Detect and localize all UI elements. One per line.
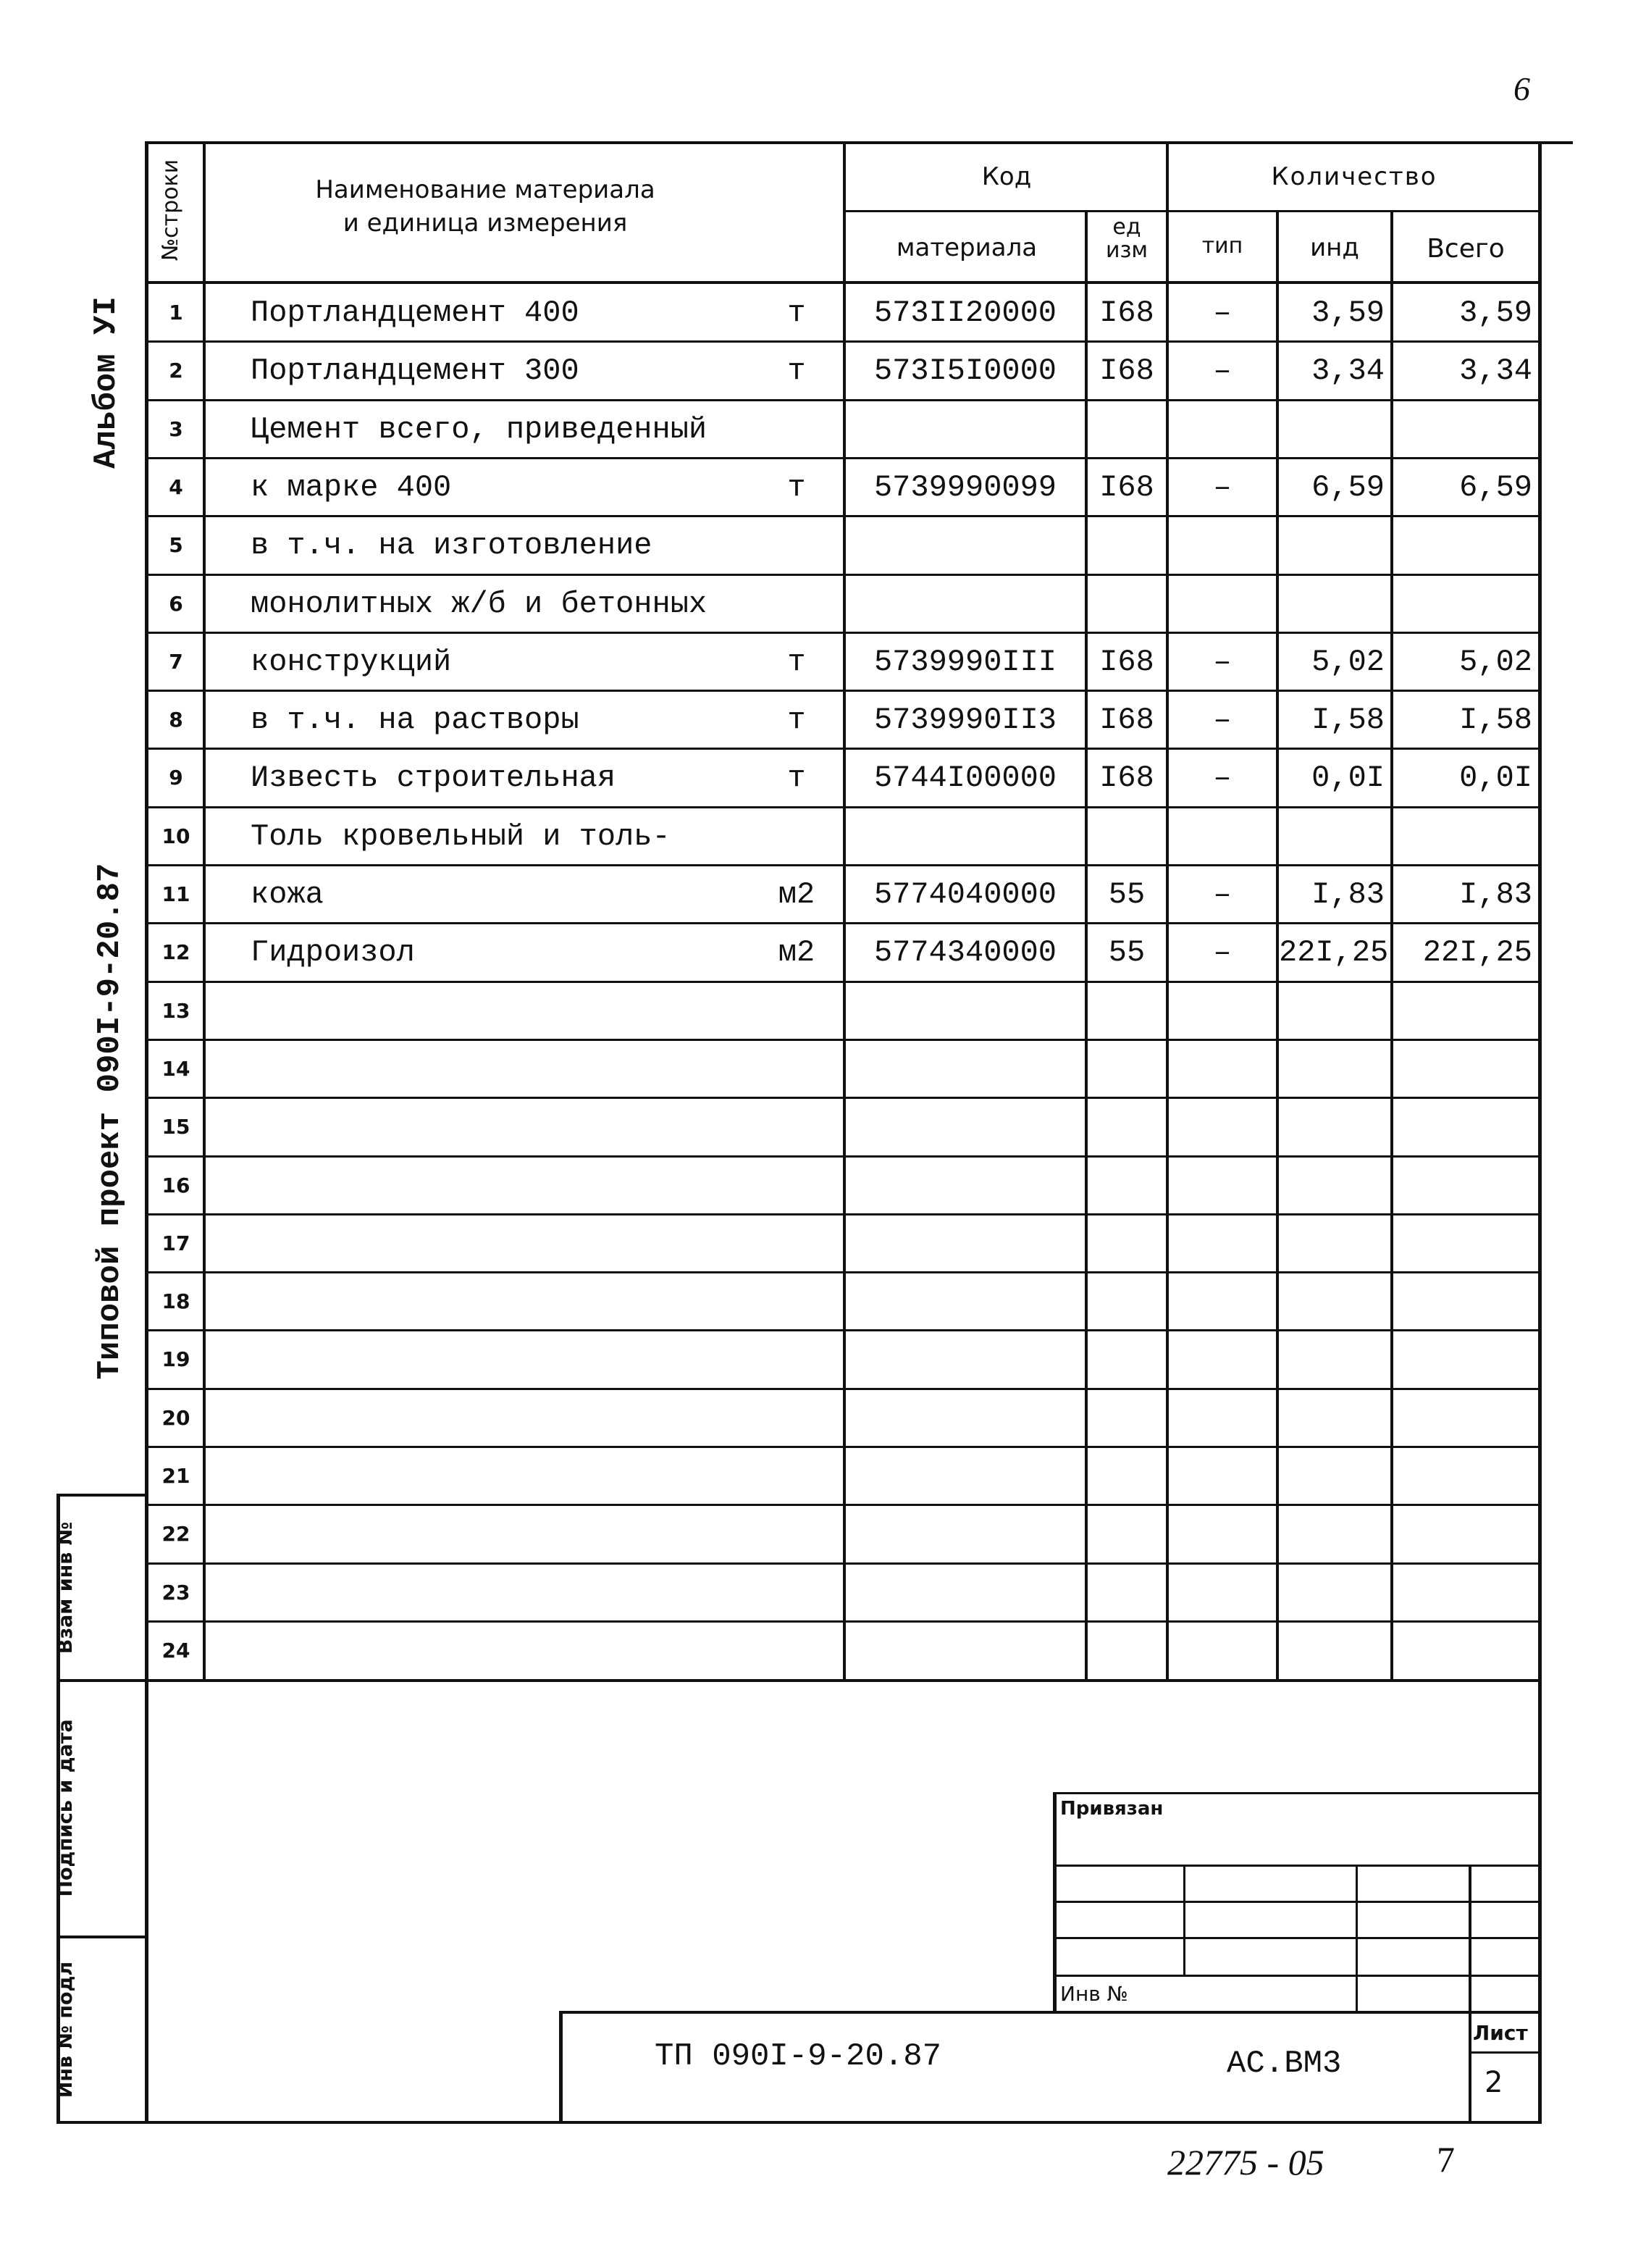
cell-n: 9 bbox=[169, 766, 183, 790]
cell-name: монолитных ж/б и бетонных bbox=[251, 587, 707, 622]
cell-name: к марке 400 bbox=[251, 470, 452, 505]
cell-code bbox=[846, 1040, 1085, 1098]
cell-ed: I68 bbox=[1099, 645, 1154, 679]
cell-total: 0,0I bbox=[1459, 761, 1532, 795]
cell-n: 16 bbox=[161, 1173, 190, 1197]
cell-ed: 55 bbox=[1108, 935, 1146, 970]
cell-unit bbox=[753, 575, 840, 633]
cell-ind bbox=[1279, 1157, 1390, 1215]
cell-code: 5744I00000 bbox=[873, 761, 1057, 795]
header-quantity: Количество bbox=[1271, 162, 1437, 191]
cell-n: 2 bbox=[169, 359, 183, 382]
cell-ed: I68 bbox=[1099, 353, 1154, 388]
cell-code: 573II20000 bbox=[873, 296, 1057, 330]
cell-ind bbox=[1279, 1622, 1390, 1680]
cell-ind: 0,0I bbox=[1311, 761, 1385, 795]
cell-ed bbox=[1088, 808, 1166, 866]
cell-ed bbox=[1088, 1564, 1166, 1622]
cell-tip bbox=[1169, 1505, 1276, 1563]
cell-tip bbox=[1169, 1215, 1276, 1273]
cell-name bbox=[251, 1273, 757, 1331]
cell-ed bbox=[1088, 1331, 1166, 1389]
stamp-inv-no: Инв № bbox=[1060, 1982, 1128, 2006]
cell-ind bbox=[1279, 982, 1390, 1040]
cell-total: 6,59 bbox=[1459, 470, 1532, 505]
cell-name bbox=[251, 1215, 757, 1273]
cell-name: Цемент всего, приведенный bbox=[251, 412, 707, 447]
cell-ind bbox=[1279, 401, 1390, 459]
cell-n: 11 bbox=[161, 882, 190, 906]
cell-total: 5,02 bbox=[1459, 645, 1532, 679]
cell-total bbox=[1393, 1331, 1538, 1389]
cell-code bbox=[846, 982, 1085, 1040]
cell-tip: – bbox=[1213, 296, 1232, 330]
cell-ed bbox=[1088, 401, 1166, 459]
cell-unit bbox=[753, 1157, 840, 1215]
cell-n: 18 bbox=[161, 1289, 190, 1313]
stamp-doc-code: ТП 090I-9-20.87 bbox=[655, 2038, 942, 2075]
cell-unit bbox=[753, 1331, 840, 1389]
cell-n: 24 bbox=[161, 1639, 190, 1662]
cell-unit bbox=[753, 1505, 840, 1563]
cell-n: 8 bbox=[169, 708, 183, 732]
cell-ind bbox=[1279, 1447, 1390, 1505]
cell-ed bbox=[1088, 1447, 1166, 1505]
cell-code: 5739990III bbox=[873, 645, 1057, 679]
cell-n: 17 bbox=[161, 1231, 190, 1255]
cell-ed: I68 bbox=[1099, 703, 1154, 737]
header-code-material: материала bbox=[896, 233, 1038, 262]
cell-total bbox=[1393, 1505, 1538, 1563]
cell-code: 5774340000 bbox=[873, 935, 1057, 970]
cell-total bbox=[1393, 1098, 1538, 1156]
cell-ind bbox=[1279, 1040, 1390, 1098]
cell-ind bbox=[1279, 1098, 1390, 1156]
stamp-label-replace: Взам инв № bbox=[54, 1521, 77, 1654]
cell-code: 5739990II3 bbox=[873, 703, 1057, 737]
cell-n: 23 bbox=[161, 1581, 190, 1604]
footer-printed-number: 7 bbox=[1437, 2139, 1455, 2180]
cell-ed bbox=[1088, 1098, 1166, 1156]
cell-name: Гидроизол bbox=[251, 935, 415, 970]
cell-tip: – bbox=[1213, 935, 1232, 970]
cell-total bbox=[1393, 1157, 1538, 1215]
cell-ind bbox=[1279, 516, 1390, 574]
cell-total bbox=[1393, 1215, 1538, 1273]
cell-ed bbox=[1088, 1505, 1166, 1563]
cell-unit: т bbox=[787, 761, 806, 795]
cell-name bbox=[251, 1098, 757, 1156]
cell-unit bbox=[753, 1447, 840, 1505]
cell-n: 3 bbox=[169, 417, 183, 441]
cell-name bbox=[251, 1622, 757, 1680]
cell-tip bbox=[1169, 1098, 1276, 1156]
cell-name bbox=[251, 982, 757, 1040]
cell-ed bbox=[1088, 1157, 1166, 1215]
header-qty-total: Всего bbox=[1427, 234, 1505, 264]
cell-tip bbox=[1169, 1389, 1276, 1447]
cell-total bbox=[1393, 1564, 1538, 1622]
cell-unit: т bbox=[787, 296, 806, 330]
cell-name bbox=[251, 1505, 757, 1563]
cell-unit bbox=[753, 1040, 840, 1098]
cell-code bbox=[846, 1273, 1085, 1331]
cell-name: в т.ч. на растворы bbox=[251, 703, 579, 737]
cell-n: 13 bbox=[161, 999, 190, 1023]
cell-total bbox=[1393, 1040, 1538, 1098]
cell-unit: м2 bbox=[778, 935, 815, 970]
cell-code bbox=[846, 575, 1085, 633]
cell-ed: 55 bbox=[1108, 877, 1146, 912]
cell-code: 573I5I0000 bbox=[873, 353, 1057, 388]
cell-name: кожа bbox=[251, 877, 324, 912]
cell-unit: т bbox=[787, 703, 806, 737]
cell-tip bbox=[1169, 982, 1276, 1040]
cell-ind: I,83 bbox=[1311, 877, 1385, 912]
cell-tip bbox=[1169, 1331, 1276, 1389]
cell-unit: м2 bbox=[778, 877, 815, 912]
cell-name: Известь строительная bbox=[251, 761, 616, 795]
cell-ind: 3,59 bbox=[1311, 296, 1385, 330]
stamp-sheet-label: Лист bbox=[1473, 2021, 1528, 2045]
cell-tip bbox=[1169, 401, 1276, 459]
cell-n: 14 bbox=[161, 1057, 190, 1081]
cell-ed bbox=[1088, 1389, 1166, 1447]
cell-name: Портландцемент 300 bbox=[251, 353, 579, 388]
cell-code bbox=[846, 401, 1085, 459]
cell-tip bbox=[1169, 808, 1276, 866]
header-code-unit: ед изм bbox=[1105, 214, 1149, 263]
cell-total bbox=[1393, 1389, 1538, 1447]
cell-unit: т bbox=[787, 645, 806, 679]
cell-tip bbox=[1169, 1622, 1276, 1680]
cell-code bbox=[846, 1157, 1085, 1215]
cell-name bbox=[251, 1157, 757, 1215]
header-name: Наименование материала и единица измерения bbox=[315, 175, 655, 238]
cell-total bbox=[1393, 575, 1538, 633]
cell-tip bbox=[1169, 1157, 1276, 1215]
cell-n: 12 bbox=[161, 940, 190, 964]
cell-code bbox=[846, 1331, 1085, 1389]
cell-code bbox=[846, 1389, 1085, 1447]
cell-name: Портландцемент 400 bbox=[251, 296, 579, 330]
cell-ed: I68 bbox=[1099, 470, 1154, 505]
cell-code bbox=[846, 1564, 1085, 1622]
cell-ed bbox=[1088, 1040, 1166, 1098]
project-label: Типовой проект 090I-9-20.87 bbox=[92, 863, 128, 1380]
cell-total: I,83 bbox=[1459, 877, 1532, 912]
footer-handwritten-number: 22775 - 05 bbox=[1167, 2142, 1324, 2183]
cell-ind bbox=[1279, 1389, 1390, 1447]
cell-ed bbox=[1088, 1215, 1166, 1273]
cell-tip: – bbox=[1213, 470, 1232, 505]
cell-ed bbox=[1088, 982, 1166, 1040]
cell-name bbox=[251, 1447, 757, 1505]
stamp-privyazan: Привязан bbox=[1060, 1798, 1164, 1820]
cell-tip bbox=[1169, 1447, 1276, 1505]
stamp-label-signature: Подпись и дата bbox=[54, 1719, 77, 1897]
cell-name: в т.ч. на изготовление bbox=[251, 528, 652, 563]
cell-ind: 3,34 bbox=[1311, 353, 1385, 388]
header-code: Код bbox=[981, 162, 1032, 191]
cell-ind bbox=[1279, 1564, 1390, 1622]
cell-code: 5739990099 bbox=[873, 470, 1057, 505]
cell-n: 1 bbox=[169, 301, 183, 325]
cell-unit bbox=[753, 808, 840, 866]
cell-unit bbox=[753, 1273, 840, 1331]
cell-total bbox=[1393, 516, 1538, 574]
cell-n: 7 bbox=[169, 650, 183, 674]
cell-ed bbox=[1088, 575, 1166, 633]
cell-tip bbox=[1169, 575, 1276, 633]
cell-tip bbox=[1169, 516, 1276, 574]
cell-tip: – bbox=[1213, 761, 1232, 795]
cell-ind bbox=[1279, 1273, 1390, 1331]
cell-ind: 22I,25 bbox=[1279, 935, 1389, 970]
cell-ed: I68 bbox=[1099, 761, 1154, 795]
cell-ind bbox=[1279, 1331, 1390, 1389]
cell-tip: – bbox=[1213, 353, 1232, 388]
cell-n: 10 bbox=[161, 824, 190, 848]
cell-code bbox=[846, 1447, 1085, 1505]
cell-unit bbox=[753, 1622, 840, 1680]
cell-code bbox=[846, 516, 1085, 574]
cell-total bbox=[1393, 401, 1538, 459]
cell-unit: т bbox=[787, 470, 806, 505]
cell-ind: I,58 bbox=[1311, 703, 1385, 737]
cell-tip bbox=[1169, 1040, 1276, 1098]
cell-name bbox=[251, 1040, 757, 1098]
cell-ed bbox=[1088, 516, 1166, 574]
cell-name bbox=[251, 1389, 757, 1447]
cell-tip bbox=[1169, 1564, 1276, 1622]
cell-total bbox=[1393, 1622, 1538, 1680]
cell-code bbox=[846, 1098, 1085, 1156]
cell-n: 15 bbox=[161, 1115, 190, 1139]
cell-code: 5774040000 bbox=[873, 877, 1057, 912]
cell-total bbox=[1393, 1447, 1538, 1505]
cell-n: 20 bbox=[161, 1406, 190, 1430]
cell-total: 3,59 bbox=[1459, 296, 1532, 330]
cell-total bbox=[1393, 808, 1538, 866]
cell-total: I,58 bbox=[1459, 703, 1532, 737]
cell-total: 3,34 bbox=[1459, 353, 1532, 388]
stamp-label-inv: Инв № подл bbox=[54, 1961, 77, 2098]
cell-name: конструкций bbox=[251, 645, 452, 679]
cell-code bbox=[846, 1215, 1085, 1273]
cell-ind bbox=[1279, 1505, 1390, 1563]
cell-tip: – bbox=[1213, 645, 1232, 679]
cell-tip: – bbox=[1213, 877, 1232, 912]
cell-n: 4 bbox=[169, 475, 183, 499]
cell-total bbox=[1393, 1273, 1538, 1331]
page-number: 6 bbox=[1513, 70, 1530, 107]
cell-name bbox=[251, 1331, 757, 1389]
cell-n: 6 bbox=[169, 592, 183, 616]
cell-ind bbox=[1279, 575, 1390, 633]
cell-unit bbox=[753, 1389, 840, 1447]
album-label: Альбом УІ bbox=[88, 296, 125, 469]
cell-unit: т bbox=[787, 353, 806, 388]
cell-tip bbox=[1169, 1273, 1276, 1331]
header-qty-type: тип bbox=[1201, 233, 1243, 259]
cell-n: 19 bbox=[161, 1347, 190, 1371]
cell-unit bbox=[753, 401, 840, 459]
cell-code bbox=[846, 808, 1085, 866]
cell-ind: 6,59 bbox=[1311, 470, 1385, 505]
header-qty-ind: инд bbox=[1310, 233, 1359, 262]
cell-ind: 5,02 bbox=[1311, 645, 1385, 679]
cell-n: 5 bbox=[169, 533, 183, 557]
cell-total bbox=[1393, 982, 1538, 1040]
cell-unit bbox=[753, 982, 840, 1040]
cell-ind bbox=[1279, 1215, 1390, 1273]
cell-n: 22 bbox=[161, 1522, 190, 1546]
cell-total: 22I,25 bbox=[1422, 935, 1532, 970]
cell-ed bbox=[1088, 1273, 1166, 1331]
cell-name bbox=[251, 1564, 757, 1622]
cell-ind bbox=[1279, 808, 1390, 866]
cell-ed bbox=[1088, 1622, 1166, 1680]
stamp-sheet-number: 2 bbox=[1485, 2066, 1503, 2099]
header-row-no: №строки bbox=[158, 159, 183, 261]
stamp-doc-mark: АС.ВМ3 bbox=[1227, 2046, 1342, 2082]
cell-unit bbox=[753, 1215, 840, 1273]
cell-n: 21 bbox=[161, 1464, 190, 1488]
cell-code bbox=[846, 1505, 1085, 1563]
cell-ed: I68 bbox=[1099, 296, 1154, 330]
cell-unit bbox=[753, 1564, 840, 1622]
cell-name: Толь кровельный и толь- bbox=[251, 819, 671, 854]
cell-unit bbox=[753, 516, 840, 574]
cell-tip: – bbox=[1213, 703, 1232, 737]
cell-code bbox=[846, 1622, 1085, 1680]
cell-unit bbox=[753, 1098, 840, 1156]
